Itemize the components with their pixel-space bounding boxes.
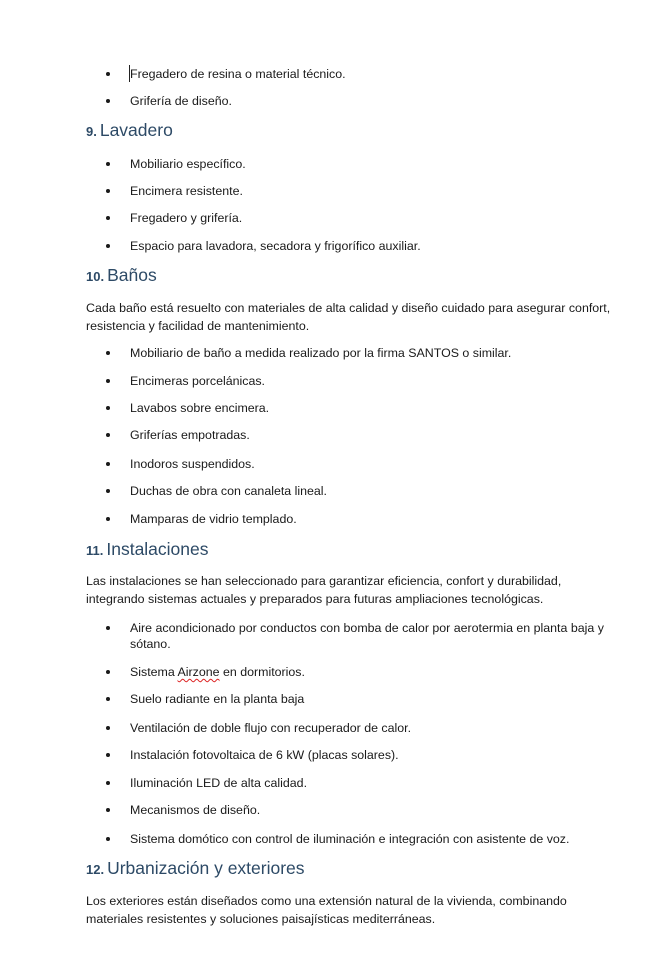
bullet-icon	[106, 517, 110, 521]
bullet-icon	[106, 351, 110, 355]
bullet-icon	[106, 753, 110, 757]
bullet-icon	[106, 808, 110, 812]
section-heading-instalaciones: 11. Instalaciones	[86, 539, 209, 559]
bullet-icon	[106, 726, 110, 730]
section-heading-lavadero: 9. Lavadero	[86, 120, 173, 140]
bullet-icon	[106, 72, 110, 76]
bullet-icon	[106, 379, 110, 383]
bullet-icon	[106, 433, 110, 437]
bullet-icon	[106, 462, 110, 466]
airzone-item: Sistema Airzone en dormitorios.	[130, 665, 305, 679]
spellcheck-word: Airzone	[177, 665, 220, 679]
bullet-icon	[106, 244, 110, 248]
bullet-icon	[106, 670, 110, 674]
bullet-icon	[106, 781, 110, 785]
document-page: Fregadero de resina o material técnico. Grifería de diseño. 9. Lavadero Mobiliario específico. Encimera resistente. Fregadero y grifería. Espacio para lavadora, secadora y frigorífico auxiliar. 10. Baños Cada baño está resuelto con materiales de alta calidad y diseño cuidado para asegurar confort, resistencia y facilidad de mantenimiento. Mobiliario de baño a medida realizado por la firma SANTOS o similar. Encimeras porcelánicas. Lavabos sobre encimera. Griferías empotradas. Inodoros suspendidos. Duchas de obra con canaleta lineal. Mamparas de vidrio templado. 11. Instalaciones Las instalaciones se han seleccionado para garantizar eficiencia, confort y durabilidad, integrando sistemas actuales y preparados para futuras ampliaciones tecnológicas. Aire acondicionado por conductos con bomba de calor por aerotermia en planta baja y sótano. Sistema Airzone en dormitorios. Suelo radiante en la planta baja Ventilación de doble flujo con recuperador de calor. Instalación fotovoltaica de 6 kW (placas solares). Iluminación LED de alta calidad. Mecanismos de diseño. Sistema domótico con control de iluminación e integración con asistente de voz. 12. Urbanización y exteriores Los exteriores están diseñados como una extensión natural de la vivienda, combinando materiales resistentes y soluciones paisajísticas mediterráneas.	[86, 67, 611, 926]
section-paragraph: Los exteriores están diseñados como una extensión natural de la vivienda, combinando materiales resistentes y soluciones paisajísticas mediterráneas.	[86, 894, 567, 926]
bullet-icon	[106, 697, 110, 701]
bullet-icon	[106, 406, 110, 410]
section-paragraph: Cada baño está resuelto con materiales de alta calidad y diseño cuidado para asegurar confort, resistencia y facilidad de mantenimiento.	[86, 301, 611, 333]
bullet-icon	[106, 99, 110, 103]
bullet-icon	[106, 626, 110, 630]
bullet-icon	[106, 489, 110, 493]
bullet-icon	[106, 216, 110, 220]
section-heading-urbanizacion: 12. Urbanización y exteriores	[86, 858, 305, 878]
bullet-icon	[106, 162, 110, 166]
section-paragraph: Las instalaciones se han seleccionado para garantizar eficiencia, confort y durabilidad, integrando sistemas actuales y preparados para futuras ampliaciones tecnológicas.	[86, 574, 562, 606]
bullet-icon	[106, 189, 110, 193]
section-heading-banos: 10. Baños	[86, 265, 157, 285]
bullet-icon	[106, 837, 110, 841]
